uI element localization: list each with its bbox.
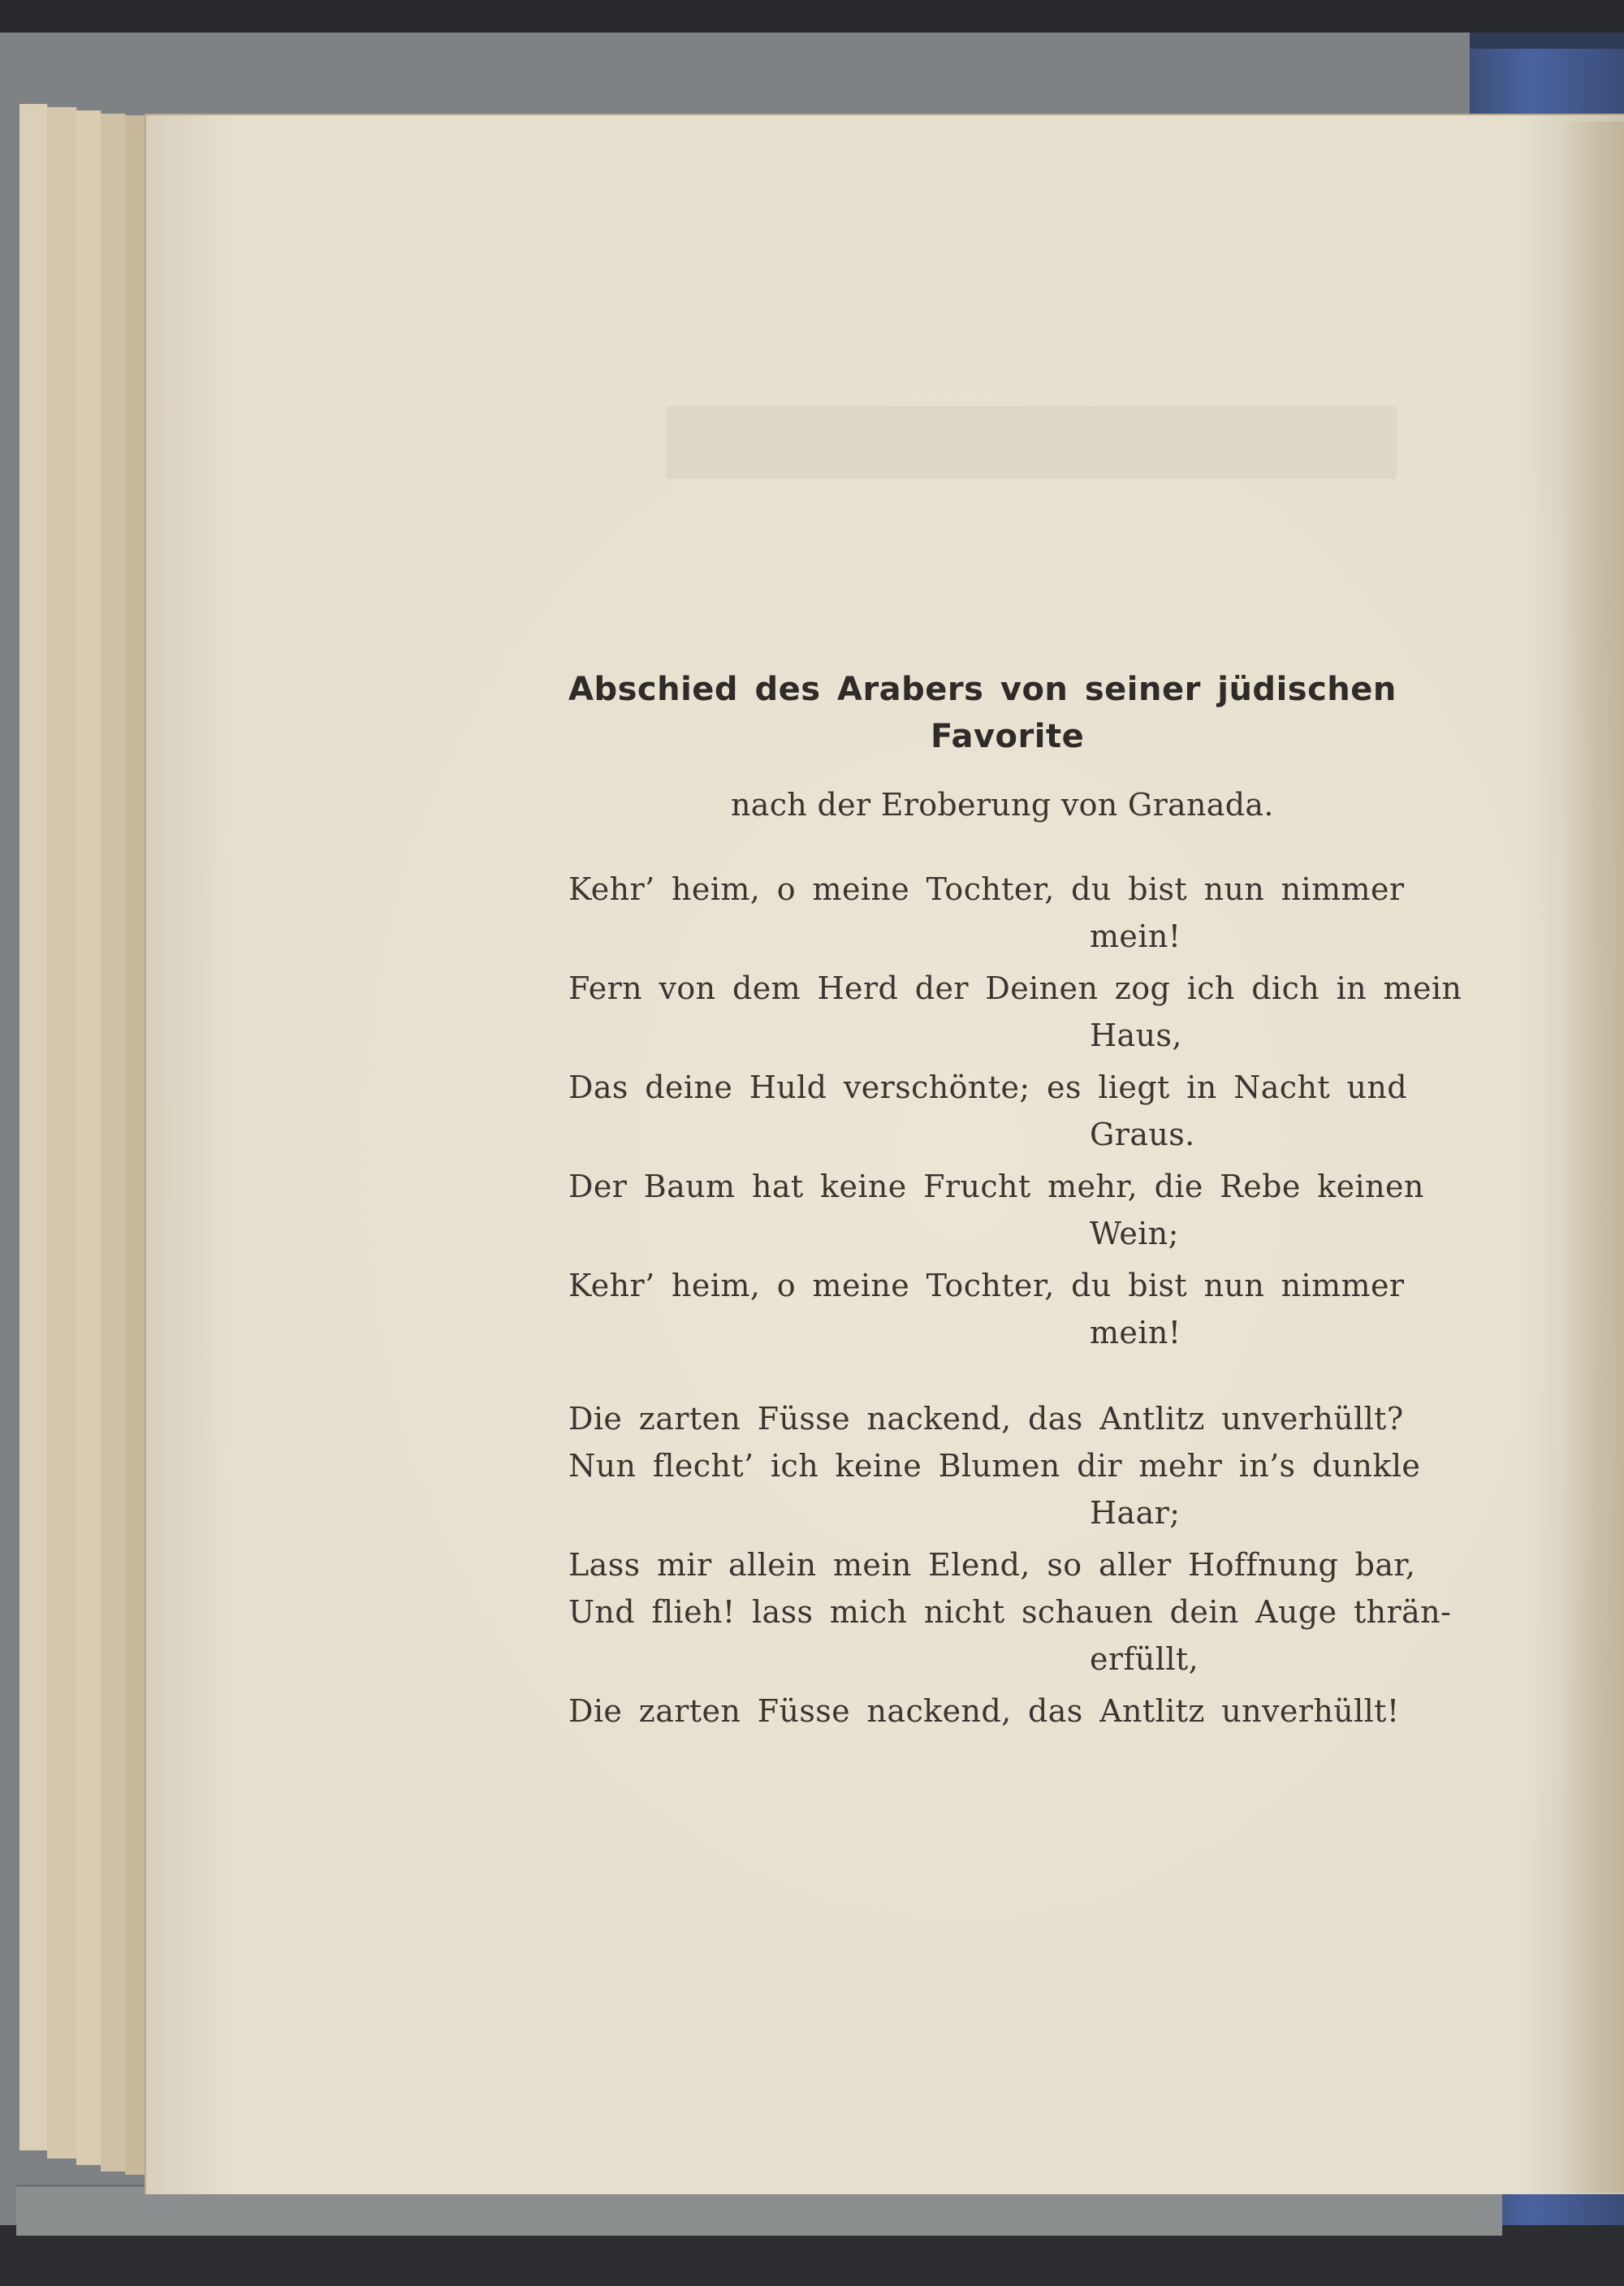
verse-continuation: Haus, — [1090, 1018, 1182, 1053]
page-stack-edge — [47, 107, 78, 2159]
verse — [568, 1541, 1445, 1588]
page-stack-edge — [101, 114, 127, 2171]
verse — [568, 1163, 1445, 1257]
page-stack-edge — [76, 110, 102, 2165]
verse-continuation: erfüllt, — [1090, 1641, 1199, 1677]
scan-background-top — [0, 0, 1624, 32]
verse — [568, 1588, 1452, 1683]
verse — [568, 866, 1445, 960]
verse-continuation: Graus. — [1090, 1117, 1195, 1152]
verse-line: Nun flecht’ ich keine Blumen dir mehr in’s dunkle — [568, 1448, 1421, 1484]
poem-subtitle: nach der Eroberung von Granada. — [731, 787, 1274, 823]
poem — [568, 666, 1462, 1735]
poem-title — [568, 666, 1445, 760]
verse-line: Kehr’ heim, o meine Tochter, du bist nun nimmer — [568, 871, 1405, 907]
verse-line: Fern von dem Herd der Deinen zog ich dich in mein — [568, 970, 1462, 1006]
verse-line: Der Baum hat keine Frucht mehr, die Rebe keinen — [568, 1169, 1424, 1204]
poem-title-line: Favorite — [931, 718, 1085, 755]
verse-line: Kehr’ heim, o meine Tochter, du bist nun nimmer — [568, 1268, 1405, 1303]
verse-line: Die zarten Füsse nackend, das Antlitz unverhüllt! — [568, 1693, 1400, 1729]
bleed-through-mark — [666, 406, 1397, 479]
verse — [568, 1262, 1445, 1356]
gutter-shadow — [1559, 122, 1624, 2193]
verse — [568, 1442, 1445, 1536]
page-stack-edge — [19, 104, 49, 2150]
poem-title-line: Abschied des Arabers von seiner jüdischen — [568, 671, 1397, 708]
verse — [568, 1064, 1445, 1158]
verse — [568, 1687, 1445, 1735]
verse-line: Das deine Huld verschönte; es liegt in Nacht und — [568, 1070, 1407, 1105]
verse-continuation: mein! — [1090, 918, 1181, 954]
verse — [568, 1395, 1445, 1442]
verse-continuation: mein! — [1090, 1315, 1181, 1350]
verse-line: Und flieh! lass mich nicht schauen dein Auge thrän- — [568, 1594, 1452, 1630]
stanza — [568, 1395, 1452, 1735]
verse-line: Lass mir allein mein Elend, so aller Hoffnung bar, — [568, 1547, 1416, 1583]
stanza — [568, 866, 1462, 1356]
verse-continuation: Haar; — [1090, 1495, 1181, 1531]
verse-line: Die zarten Füsse nackend, das Antlitz unverhüllt? — [568, 1401, 1404, 1437]
verse-continuation: Wein; — [1090, 1216, 1179, 1251]
verse — [568, 965, 1462, 1059]
